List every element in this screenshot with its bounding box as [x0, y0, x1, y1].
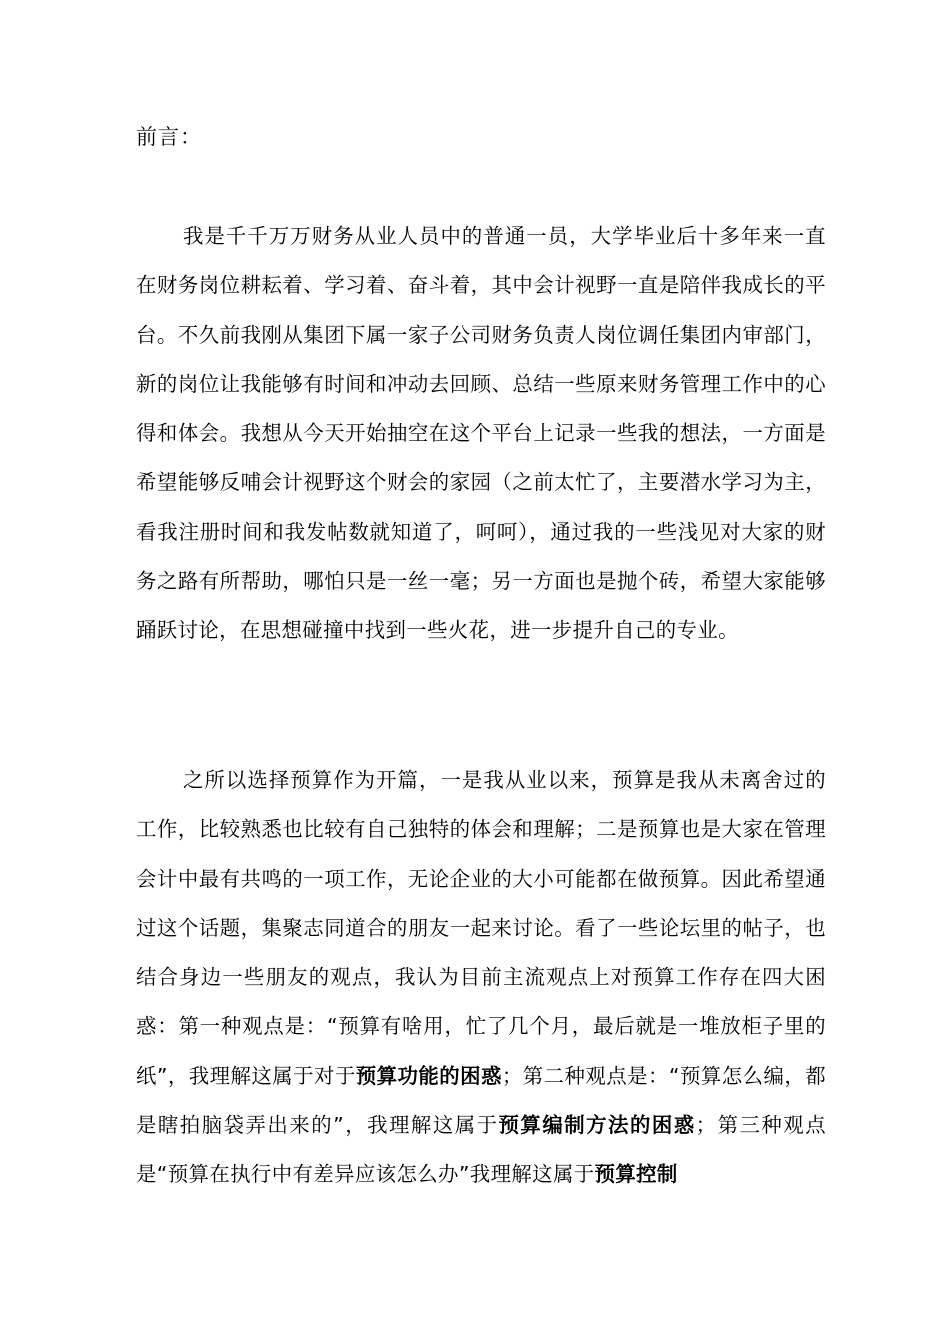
paragraph-budget: [136, 756, 826, 1200]
bold-budget-method: 预算编制方法的困惑: [498, 1113, 696, 1138]
bold-budget-control: 预算控制: [594, 1162, 678, 1187]
paragraph-budget-text-2: ；第二种观点是：“预算怎么编，都是瞎拍脑袋弄出来的”，我理解这属于: [136, 1063, 826, 1138]
bold-budget-function: 预算功能的困惑: [355, 1063, 502, 1088]
paragraph-budget-text-3: ；第三种观点是“预算在执行中有差异应该怎么办”我理解这属于: [136, 1113, 826, 1187]
paragraph-intro: 我是千千万万财务从业人员中的普通一员，大学毕业后十多年来一直在财务岗位耕耘着、学习着、奋斗着，其中会计视野一直是陪伴我成长的平台。不久前我刚从集团下属一家子公司财务负责人岗位调任集团内审部门，新的岗位让我能够有时间和冲动去回顾、总结一些原来财务管理工作中的心得和体会。我想从今天开始抽空在这个平台上记录一些我的想法，一方面是希望能够反哺会计视野这个财会的家园（之前太忙了，主要潜水学习为主，看我注册时间和我发帖数就知道了，呵呵），通过我的一些浅见对大家的财务之路有所帮助，哪怕只是一丝一毫；另一方面也是抛个砖，希望大家能够踊跃讨论，在思想碰撞中找到一些火花，进一步提升自己的专业。: [136, 224, 826, 643]
heading: 前言：: [136, 125, 202, 149]
paragraph-budget-text-1: 之所以选择预算作为开篇，一是我从业以来，预算是我从未离舍过的工作，比较熟悉也比较有自己独特的体会和理解；二是预算也是大家在管理会计中最有共鸣的一项工作，无论企业的大小可能都在做预算。因此希望通过这个话题，集聚志同道合的朋友一起来讨论。看了一些论坛里的帖子，也结合身边一些朋友的观点，我认为目前主流观点上对预算工作存在四大困惑：第一种观点是：“预算有啥用，忙了几个月，最后就是一堆放柜子里的纸”，我理解这属于对于: [136, 768, 826, 1088]
